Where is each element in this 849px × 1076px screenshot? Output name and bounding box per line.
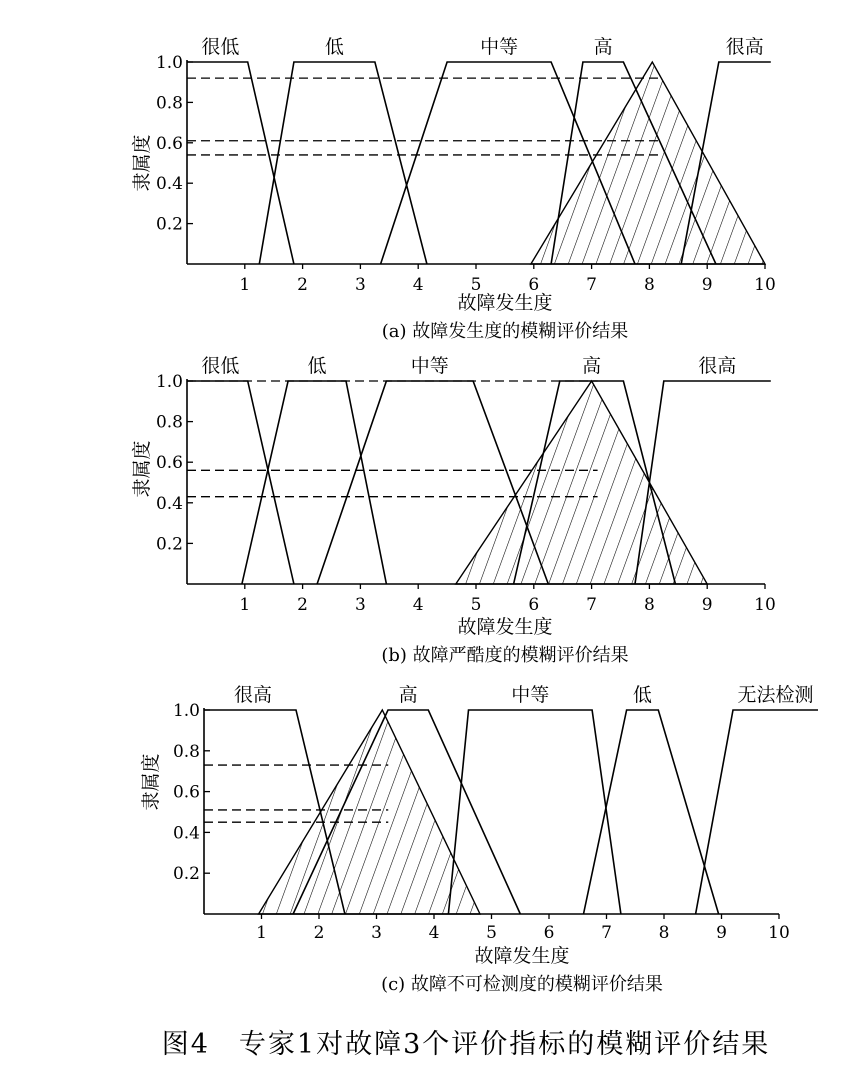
y-tick-label: 1.0 [172,701,200,721]
y-tick-label: 0.6 [172,782,200,803]
y-tick-label: 0.8 [155,412,183,433]
term-label: 很低 [201,36,240,58]
x-tick-label: 5 [470,595,482,615]
term-label: 高 [593,36,613,58]
xlabel-c: 故障发生度 [474,945,570,967]
x-tick-label: 1 [239,275,251,295]
x-tick-label: 1 [256,923,267,943]
x-tick-label: 2 [313,923,325,943]
xlabel-a: 故障发生度 [457,292,553,314]
term-label: 低 [324,36,344,58]
y-tick-label: 0.8 [172,741,200,762]
caption-a: (a) 故障发生度的模糊评价结果 [381,321,629,342]
caption-c: (c) 故障不可检测度的模糊评价结果 [381,974,663,995]
term-label: 无法检测 [737,684,814,706]
x-tick-label: 3 [371,923,382,943]
x-tick-label: 6 [528,595,540,615]
x-tick-label: 7 [586,595,598,615]
term-label: 很低 [201,355,240,377]
term-label: 低 [632,684,652,706]
y-tick-label: 0.4 [172,823,200,844]
x-tick-label: 9 [701,595,713,615]
term-label: 很高 [233,684,273,706]
x-tick-label: 10 [768,923,790,943]
x-tick-label: 2 [297,595,309,615]
x-tick-label: 6 [528,275,540,295]
x-tick-label: 9 [701,275,713,295]
x-tick-label: 9 [716,923,727,943]
y-tick-label: 0.4 [155,174,183,195]
y-tick-label: 0.2 [155,214,183,235]
x-tick-label: 4 [412,275,424,295]
x-tick-label: 10 [754,275,776,295]
y-tick-label: 1.0 [155,53,183,73]
term-label: 中等 [410,355,449,377]
y-tick-label: 0.8 [155,93,183,114]
ylabel-c: 隶属度 [140,753,162,811]
x-tick-label: 7 [586,275,598,295]
y-tick-label: 1.0 [155,372,183,392]
x-tick-label: 1 [239,595,251,615]
term-label: 很高 [698,355,737,377]
x-tick-label: 3 [354,275,366,295]
x-tick-label: 4 [412,595,424,615]
x-tick-label: 5 [486,923,497,943]
caption-b: (b) 故障严酷度的模糊评价结果 [381,645,629,666]
x-tick-label: 2 [297,275,309,295]
term-label: 中等 [511,684,550,706]
ylabel-b: 隶属度 [131,440,153,498]
x-tick-label: 10 [754,595,776,615]
x-tick-label: 7 [601,923,612,943]
x-tick-label: 8 [643,275,655,295]
x-tick-label: 3 [354,595,366,615]
x-tick-label: 6 [543,923,555,943]
x-tick-label: 5 [470,275,482,295]
x-tick-label: 4 [428,923,440,943]
y-tick-label: 0.6 [155,453,183,474]
term-label: 很高 [725,36,764,58]
y-tick-label: 0.4 [155,493,183,514]
ylabel-a: 隶属度 [131,134,153,192]
figure-title: 图4 专家1对故障3个评价指标的模糊评价结果 [161,1029,771,1060]
x-tick-label: 8 [658,923,670,943]
y-tick-label: 0.2 [155,534,183,555]
y-tick-label: 0.6 [155,133,183,154]
term-label: 低 [307,355,327,377]
y-tick-label: 0.2 [172,864,200,885]
term-label: 高 [582,355,602,377]
term-label: 中等 [480,36,519,58]
xlabel-b: 故障发生度 [457,616,553,638]
term-label: 高 [398,684,418,706]
x-tick-label: 8 [643,595,655,615]
